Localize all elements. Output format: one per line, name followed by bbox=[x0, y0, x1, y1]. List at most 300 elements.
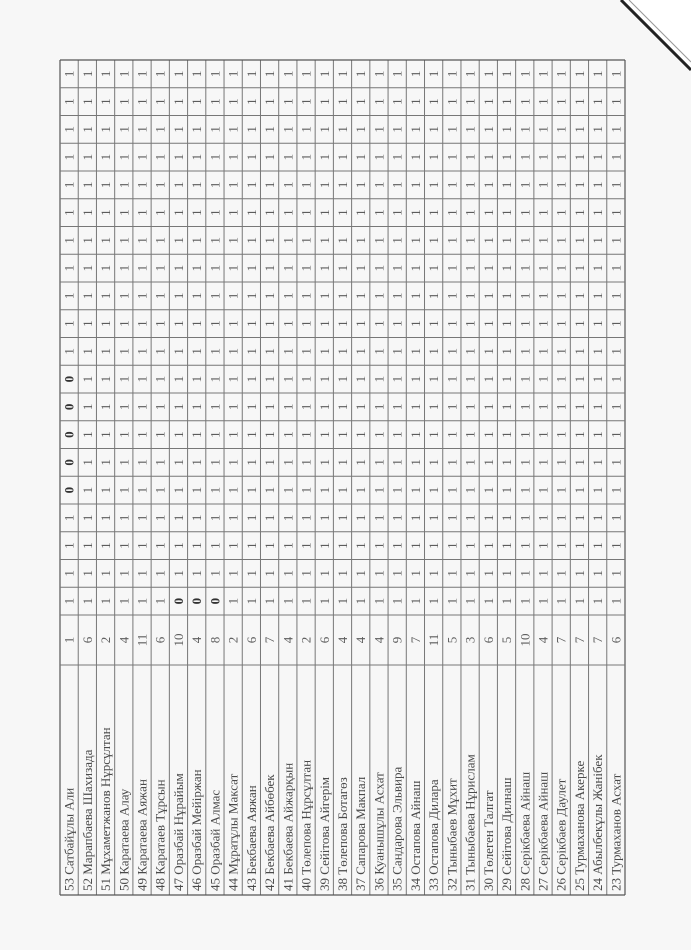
table-row bbox=[517, 71, 532, 891]
mark-cell: 1 bbox=[426, 292, 442, 300]
mark-cell: 1 bbox=[280, 126, 296, 133]
mark-cell: 1 bbox=[517, 375, 533, 383]
mark-cell: 1 bbox=[371, 320, 387, 327]
table-row bbox=[554, 71, 569, 891]
mark-cell: 1 bbox=[280, 292, 296, 300]
mark-cell: 1 bbox=[170, 486, 186, 494]
mark-cell: 1 bbox=[170, 153, 186, 161]
count-cell: 4 bbox=[535, 636, 551, 644]
mark-cell: 1 bbox=[535, 375, 551, 383]
mark-cell: 1 bbox=[371, 264, 387, 272]
mark-cell: 1 bbox=[353, 459, 369, 466]
student-name-cell: 43 Бекбаева Аяжан bbox=[243, 785, 259, 891]
mark-cell: 1 bbox=[517, 181, 533, 189]
mark-cell: 1 bbox=[571, 403, 587, 411]
mark-cell: 1 bbox=[134, 292, 150, 300]
mark-cell: 1 bbox=[608, 292, 624, 300]
mark-cell: 1 bbox=[407, 153, 423, 161]
mark-cell: 1 bbox=[407, 542, 423, 549]
mark-cell: 1 bbox=[407, 348, 423, 355]
mark-cell: 1 bbox=[298, 98, 314, 105]
mark-cell: 1 bbox=[608, 98, 624, 105]
table-row bbox=[207, 71, 222, 891]
mark-cell: 1 bbox=[517, 264, 533, 272]
mark-cell: 1 bbox=[262, 542, 278, 549]
mark-cell: 1 bbox=[316, 431, 332, 438]
mark-cell: 1 bbox=[152, 459, 168, 466]
student-name-cell: 47 Оразбай Нұрайым bbox=[170, 773, 186, 891]
mark-cell: 1 bbox=[170, 292, 186, 300]
mark-cell: 1 bbox=[480, 459, 496, 466]
count-cell: 11 bbox=[134, 633, 150, 647]
mark-cell: 1 bbox=[189, 126, 205, 133]
mark-cell: 1 bbox=[553, 209, 569, 216]
mark-cell: 1 bbox=[517, 403, 533, 411]
mark-cell: 1 bbox=[207, 459, 223, 466]
mark-cell: 1 bbox=[480, 320, 496, 327]
mark-cell: 1 bbox=[480, 431, 496, 438]
mark-cell: 1 bbox=[407, 292, 423, 300]
mark-cell: 1 bbox=[407, 514, 423, 522]
mark-cell: 0 bbox=[207, 597, 223, 605]
mark-cell: 1 bbox=[225, 459, 241, 466]
mark-cell: 1 bbox=[316, 153, 332, 161]
mark-cell: 1 bbox=[480, 126, 496, 133]
mark-cell: 1 bbox=[152, 348, 168, 355]
mark-cell: 1 bbox=[407, 459, 423, 466]
mark-cell: 1 bbox=[535, 320, 551, 327]
mark-cell: 1 bbox=[116, 320, 132, 327]
mark-cell: 1 bbox=[316, 403, 332, 411]
count-cell: 6 bbox=[480, 636, 496, 644]
mark-cell: 1 bbox=[499, 375, 515, 383]
mark-cell: 1 bbox=[262, 403, 278, 411]
mark-cell: 1 bbox=[134, 542, 150, 549]
mark-cell: 1 bbox=[608, 486, 624, 494]
mark-cell: 1 bbox=[407, 126, 423, 133]
mark-cell: 1 bbox=[170, 542, 186, 549]
mark-cell: 1 bbox=[280, 514, 296, 522]
mark-cell: 1 bbox=[189, 542, 205, 549]
student-name-cell: 30 Төлеген Талгат bbox=[480, 790, 496, 891]
mark-cell: 1 bbox=[462, 431, 478, 438]
mark-cell: 1 bbox=[335, 403, 350, 411]
mark-cell: 1 bbox=[116, 514, 132, 522]
mark-cell: 1 bbox=[462, 153, 478, 161]
mark-cell: 1 bbox=[262, 292, 278, 300]
mark-cell: 1 bbox=[480, 348, 496, 355]
mark-cell: 1 bbox=[225, 486, 241, 494]
mark-cell: 1 bbox=[225, 264, 241, 272]
mark-cell: 1 bbox=[571, 98, 587, 105]
mark-cell: 1 bbox=[389, 292, 405, 300]
mark-cell: 1 bbox=[152, 542, 168, 549]
student-name-cell: 34 Остапова Айнаш bbox=[407, 780, 423, 891]
mark-cell: 1 bbox=[571, 264, 587, 272]
mark-cell: 1 bbox=[243, 570, 259, 577]
mark-cell: 1 bbox=[207, 70, 223, 78]
table-row bbox=[390, 71, 405, 891]
mark-cell: 1 bbox=[407, 597, 423, 605]
mark-cell: 1 bbox=[79, 514, 95, 522]
mark-cell: 1 bbox=[499, 264, 515, 272]
mark-cell: 1 bbox=[134, 98, 150, 105]
mark-cell: 1 bbox=[444, 237, 460, 244]
mark-cell: 1 bbox=[571, 459, 587, 466]
mark-cell: 1 bbox=[444, 98, 460, 105]
mark-cell: 1 bbox=[98, 153, 114, 161]
mark-cell: 1 bbox=[535, 181, 551, 189]
mark-cell: 1 bbox=[389, 459, 405, 466]
mark-cell: 1 bbox=[243, 98, 259, 105]
mark-cell: 1 bbox=[280, 542, 296, 549]
mark-cell: 1 bbox=[371, 181, 387, 189]
mark-cell: 1 bbox=[389, 597, 405, 605]
mark-cell: 1 bbox=[480, 237, 496, 244]
mark-cell: 1 bbox=[61, 597, 77, 605]
mark-cell: 1 bbox=[371, 403, 387, 411]
mark-cell: 1 bbox=[170, 209, 186, 216]
mark-cell: 1 bbox=[353, 264, 369, 272]
mark-cell: 1 bbox=[499, 70, 515, 78]
mark-cell: 1 bbox=[517, 70, 533, 78]
mark-cell: 1 bbox=[517, 237, 533, 244]
mark-cell: 1 bbox=[353, 320, 369, 327]
mark-cell: 1 bbox=[189, 320, 205, 327]
mark-cell: 1 bbox=[353, 514, 369, 522]
mark-cell: 1 bbox=[225, 542, 241, 549]
mark-cell: 1 bbox=[134, 264, 150, 272]
mark-cell: 1 bbox=[262, 459, 278, 466]
mark-cell: 1 bbox=[170, 459, 186, 466]
mark-cell: 1 bbox=[444, 264, 460, 272]
mark-cell: 1 bbox=[480, 153, 496, 161]
mark-cell: 1 bbox=[353, 98, 369, 105]
student-name-cell: 27 Серікбаева Айнаш bbox=[535, 771, 551, 891]
mark-cell: 1 bbox=[499, 514, 515, 522]
mark-cell: 1 bbox=[280, 181, 296, 189]
count-cell: 5 bbox=[499, 636, 515, 644]
mark-cell: 1 bbox=[170, 514, 186, 522]
mark-cell: 1 bbox=[590, 98, 606, 105]
mark-cell: 1 bbox=[79, 320, 95, 327]
mark-cell: 1 bbox=[571, 292, 587, 300]
mark-cell: 1 bbox=[608, 264, 624, 272]
mark-cell: 1 bbox=[335, 348, 350, 355]
mark-cell: 1 bbox=[353, 431, 369, 438]
mark-cell: 1 bbox=[407, 98, 423, 105]
mark-cell: 1 bbox=[571, 320, 587, 327]
mark-cell: 1 bbox=[298, 292, 314, 300]
mark-cell: 1 bbox=[371, 348, 387, 355]
count-cell: 2 bbox=[225, 636, 241, 644]
mark-cell: 1 bbox=[608, 542, 624, 549]
mark-cell: 1 bbox=[335, 542, 350, 549]
mark-cell: 1 bbox=[152, 153, 168, 161]
mark-cell: 1 bbox=[79, 570, 95, 577]
mark-cell: 1 bbox=[535, 98, 551, 105]
mark-cell: 1 bbox=[499, 403, 515, 411]
mark-cell: 1 bbox=[316, 209, 332, 216]
mark-cell: 1 bbox=[207, 375, 223, 383]
mark-cell: 1 bbox=[152, 70, 168, 78]
mark-cell: 1 bbox=[335, 70, 350, 78]
mark-cell: 1 bbox=[499, 292, 515, 300]
mark-cell: 1 bbox=[170, 264, 186, 272]
student-name-cell: 37 Сапарова Макпал bbox=[353, 776, 369, 891]
mark-cell: 1 bbox=[243, 459, 259, 466]
mark-cell: 1 bbox=[389, 126, 405, 133]
mark-cell: 1 bbox=[152, 181, 168, 189]
mark-cell: 1 bbox=[444, 431, 460, 438]
mark-cell: 1 bbox=[243, 597, 259, 605]
mark-cell: 1 bbox=[116, 431, 132, 438]
mark-cell: 1 bbox=[207, 431, 223, 438]
mark-cell: 1 bbox=[134, 126, 150, 133]
mark-cell: 1 bbox=[480, 403, 496, 411]
mark-cell: 1 bbox=[517, 514, 533, 522]
mark-cell: 1 bbox=[280, 70, 296, 78]
mark-cell: 1 bbox=[389, 237, 405, 244]
table-row bbox=[408, 71, 423, 891]
mark-cell: 1 bbox=[480, 292, 496, 300]
mark-cell: 1 bbox=[571, 486, 587, 494]
mark-cell: 1 bbox=[116, 348, 132, 355]
mark-cell: 1 bbox=[553, 403, 569, 411]
mark-cell: 1 bbox=[499, 459, 515, 466]
mark-cell: 1 bbox=[116, 375, 132, 383]
mark-cell: 1 bbox=[280, 403, 296, 411]
mark-cell: 1 bbox=[335, 98, 350, 105]
mark-cell: 1 bbox=[590, 209, 606, 216]
mark-cell: 1 bbox=[571, 181, 587, 189]
mark-cell: 1 bbox=[98, 320, 114, 327]
mark-cell: 1 bbox=[98, 431, 114, 438]
mark-cell: 1 bbox=[316, 459, 332, 466]
mark-cell: 1 bbox=[316, 597, 332, 605]
mark-cell: 1 bbox=[189, 181, 205, 189]
mark-cell: 1 bbox=[517, 459, 533, 466]
mark-cell: 1 bbox=[170, 375, 186, 383]
mark-cell: 1 bbox=[134, 431, 150, 438]
mark-cell: 1 bbox=[61, 153, 77, 161]
mark-cell: 1 bbox=[335, 264, 350, 272]
mark-cell: 1 bbox=[116, 237, 132, 244]
mark-cell: 1 bbox=[262, 320, 278, 327]
mark-cell: 1 bbox=[116, 292, 132, 300]
mark-cell: 1 bbox=[170, 348, 186, 355]
mark-cell: 1 bbox=[590, 570, 606, 577]
mark-cell: 1 bbox=[499, 431, 515, 438]
mark-cell: 1 bbox=[262, 486, 278, 494]
mark-cell: 1 bbox=[389, 209, 405, 216]
mark-cell: 1 bbox=[590, 459, 606, 466]
mark-cell: 1 bbox=[389, 348, 405, 355]
mark-cell: 1 bbox=[189, 375, 205, 383]
count-cell: 4 bbox=[371, 636, 387, 644]
mark-cell: 1 bbox=[407, 264, 423, 272]
table-row bbox=[535, 71, 550, 891]
table-row bbox=[226, 71, 241, 891]
mark-cell: 1 bbox=[407, 320, 423, 327]
mark-cell: 1 bbox=[608, 597, 624, 605]
student-name-cell: 42 Бекбаева Айбөбек bbox=[262, 774, 278, 891]
count-cell: 2 bbox=[98, 636, 114, 644]
mark-cell: 1 bbox=[499, 98, 515, 105]
count-cell: 7 bbox=[262, 636, 278, 644]
mark-cell: 1 bbox=[371, 597, 387, 605]
mark-cell: 1 bbox=[426, 348, 442, 355]
mark-cell: 1 bbox=[243, 237, 259, 244]
mark-cell: 1 bbox=[444, 514, 460, 522]
mark-cell: 1 bbox=[207, 320, 223, 327]
mark-cell: 1 bbox=[134, 570, 150, 577]
count-cell: 6 bbox=[243, 636, 259, 644]
mark-cell: 1 bbox=[553, 126, 569, 133]
mark-cell: 1 bbox=[243, 375, 259, 383]
mark-cell: 1 bbox=[152, 264, 168, 272]
mark-cell: 1 bbox=[608, 570, 624, 577]
mark-cell: 1 bbox=[316, 181, 332, 189]
mark-cell: 1 bbox=[590, 514, 606, 522]
mark-cell: 1 bbox=[517, 98, 533, 105]
student-name-cell: 45 Оразбай Алмас bbox=[207, 789, 223, 891]
mark-cell: 1 bbox=[152, 403, 168, 411]
student-name-cell: 40 Төлепова Нұрсұлтан bbox=[298, 759, 314, 891]
mark-cell: 1 bbox=[207, 209, 223, 216]
mark-cell: 1 bbox=[590, 403, 606, 411]
mark-cell: 1 bbox=[353, 542, 369, 549]
mark-cell: 1 bbox=[189, 514, 205, 522]
mark-cell: 1 bbox=[371, 375, 387, 383]
mark-cell: 1 bbox=[335, 292, 350, 300]
mark-cell: 1 bbox=[462, 70, 478, 78]
mark-cell: 1 bbox=[225, 292, 241, 300]
mark-cell: 1 bbox=[79, 403, 95, 411]
mark-cell: 1 bbox=[517, 431, 533, 438]
mark-cell: 1 bbox=[535, 292, 551, 300]
mark-cell: 1 bbox=[243, 209, 259, 216]
mark-cell: 1 bbox=[371, 542, 387, 549]
count-cell: 7 bbox=[407, 636, 423, 644]
mark-cell: 1 bbox=[280, 237, 296, 244]
mark-cell: 1 bbox=[134, 348, 150, 355]
mark-cell: 1 bbox=[170, 320, 186, 327]
mark-cell: 1 bbox=[207, 292, 223, 300]
mark-cell: 1 bbox=[535, 126, 551, 133]
mark-cell: 1 bbox=[225, 98, 241, 105]
mark-cell: 1 bbox=[79, 459, 95, 466]
mark-cell: 1 bbox=[371, 153, 387, 161]
table-row bbox=[135, 71, 150, 891]
mark-cell: 1 bbox=[61, 570, 77, 577]
mark-cell: 1 bbox=[499, 320, 515, 327]
mark-cell: 1 bbox=[189, 237, 205, 244]
mark-cell: 1 bbox=[426, 98, 442, 105]
student-name-cell: 44 Мұратұлы Максат bbox=[225, 773, 241, 891]
mark-cell: 1 bbox=[225, 570, 241, 577]
mark-cell: 1 bbox=[553, 597, 569, 605]
student-name-cell: 29 Сейітова Дилнаш bbox=[499, 777, 515, 891]
table-row bbox=[572, 71, 587, 891]
table-row bbox=[335, 71, 350, 891]
mark-cell: 1 bbox=[480, 209, 496, 216]
mark-cell: 1 bbox=[407, 403, 423, 411]
mark-cell: 1 bbox=[280, 431, 296, 438]
mark-cell: 1 bbox=[335, 209, 350, 216]
student-name-cell: 26 Серікбаев Даулет bbox=[553, 778, 569, 891]
mark-cell: 1 bbox=[207, 486, 223, 494]
mark-cell: 1 bbox=[444, 126, 460, 133]
mark-cell: 1 bbox=[262, 375, 278, 383]
mark-cell: 1 bbox=[535, 209, 551, 216]
student-name-cell: 51 Мұхаметжанов Нұрсұлтан bbox=[98, 727, 114, 891]
mark-cell: 1 bbox=[79, 264, 95, 272]
count-cell: 4 bbox=[353, 636, 369, 644]
mark-cell: 1 bbox=[426, 597, 442, 605]
student-name-cell: 49 Каратаева Аяжан bbox=[134, 779, 150, 891]
mark-cell: 1 bbox=[353, 570, 369, 577]
mark-cell: 1 bbox=[207, 98, 223, 105]
mark-cell: 1 bbox=[480, 542, 496, 549]
mark-cell: 1 bbox=[608, 153, 624, 161]
table-row bbox=[371, 71, 386, 891]
mark-cell: 1 bbox=[462, 486, 478, 494]
mark-cell: 1 bbox=[535, 597, 551, 605]
mark-cell: 1 bbox=[243, 431, 259, 438]
mark-cell: 1 bbox=[608, 431, 624, 438]
mark-cell: 1 bbox=[371, 459, 387, 466]
mark-cell: 1 bbox=[462, 514, 478, 522]
mark-cell: 1 bbox=[335, 431, 350, 438]
mark-cell: 1 bbox=[535, 153, 551, 161]
mark-cell: 1 bbox=[426, 70, 442, 78]
count-cell: 10 bbox=[170, 633, 186, 647]
mark-cell: 1 bbox=[298, 375, 314, 383]
mark-cell: 1 bbox=[225, 209, 241, 216]
mark-cell: 1 bbox=[499, 237, 515, 244]
mark-cell: 1 bbox=[79, 348, 95, 355]
mark-cell: 1 bbox=[517, 348, 533, 355]
mark-cell: 1 bbox=[262, 264, 278, 272]
mark-cell: 1 bbox=[608, 181, 624, 189]
mark-cell: 1 bbox=[61, 181, 77, 189]
mark-cell: 1 bbox=[553, 375, 569, 383]
mark-cell: 1 bbox=[225, 70, 241, 78]
mark-cell: 1 bbox=[444, 542, 460, 549]
mark-cell: 1 bbox=[152, 486, 168, 494]
mark-cell: 1 bbox=[462, 237, 478, 244]
mark-cell: 1 bbox=[462, 403, 478, 411]
mark-cell: 1 bbox=[426, 431, 442, 438]
mark-cell: 1 bbox=[79, 597, 95, 605]
mark-cell: 1 bbox=[389, 181, 405, 189]
table-row bbox=[153, 71, 168, 891]
table-row bbox=[481, 71, 496, 891]
mark-cell: 1 bbox=[371, 98, 387, 105]
mark-cell: 1 bbox=[298, 431, 314, 438]
mark-cell: 1 bbox=[389, 153, 405, 161]
mark-cell: 1 bbox=[553, 348, 569, 355]
mark-cell: 1 bbox=[480, 181, 496, 189]
mark-cell: 1 bbox=[571, 126, 587, 133]
mark-cell: 1 bbox=[517, 126, 533, 133]
mark-cell: 1 bbox=[535, 486, 551, 494]
mark-cell: 1 bbox=[243, 181, 259, 189]
mark-cell: 1 bbox=[189, 459, 205, 466]
mark-cell: 1 bbox=[262, 98, 278, 105]
mark-cell: 1 bbox=[79, 292, 95, 300]
